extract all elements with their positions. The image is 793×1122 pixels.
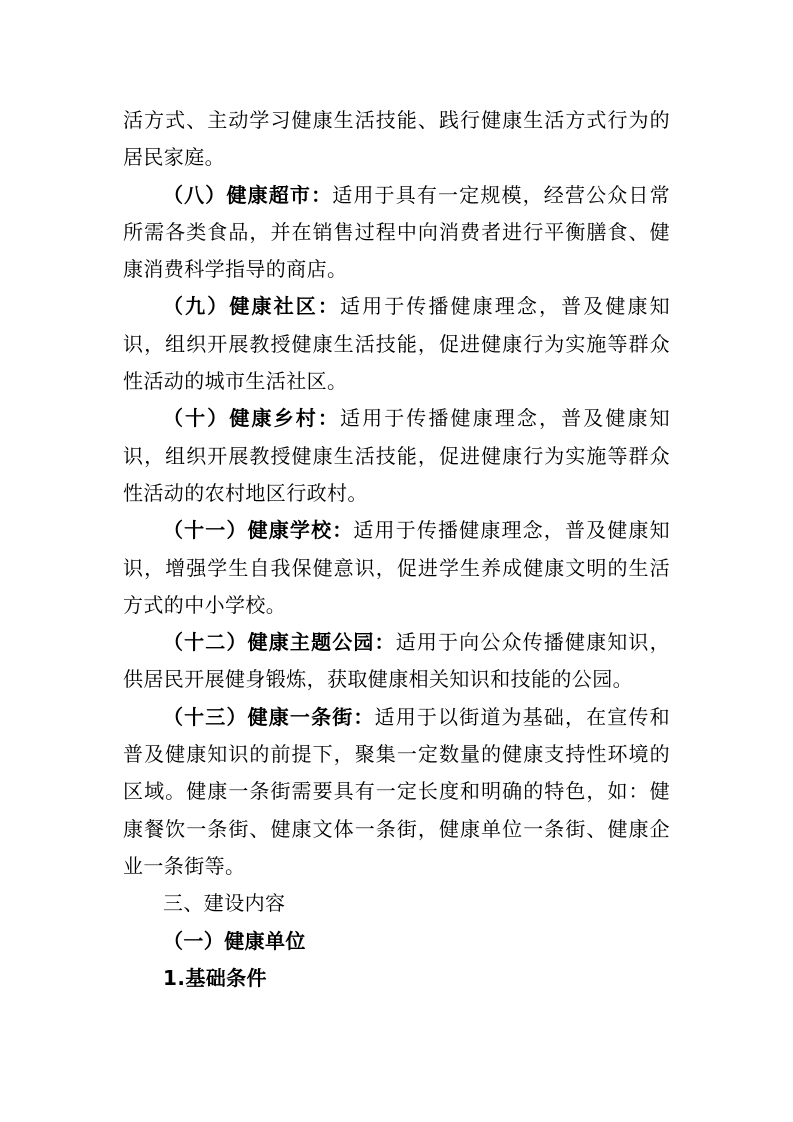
paragraph-health-street bbox=[123, 699, 670, 885]
paragraph-label: （十）健康乡村： bbox=[163, 406, 340, 431]
paragraph-health-community bbox=[123, 288, 670, 400]
paragraph-label: （九）健康社区： bbox=[163, 294, 340, 319]
item-heading: 1.基础条件 bbox=[163, 965, 267, 990]
paragraph-text: 适用于传播健康理念，普及健康知识，组织开展教授健康生活技能，促进健康行为实施等群众性活动的城市生活社区。 bbox=[123, 294, 671, 394]
paragraph-text: 适用于传播健康理念，普及健康知识，组织开展教授健康生活技能，促进健康行为实施等群众性活动的农村地区行政村。 bbox=[123, 406, 671, 505]
paragraph-health-park bbox=[123, 624, 670, 699]
paragraph-label: （八）健康超市： bbox=[163, 182, 333, 207]
document-body bbox=[123, 102, 670, 997]
paragraph-label: （十三）健康一条街： bbox=[163, 704, 375, 729]
paragraph-health-school bbox=[123, 512, 670, 624]
paragraph-text: 适用于向公众传播健康知识，供居民开展健身锻炼，获取健康相关知识和技能的公园。 bbox=[123, 630, 670, 692]
paragraph-text: 活方式、主动学习健康生活技能、践行健康生活方式行为的居民家庭。 bbox=[123, 108, 670, 170]
paragraph-text: 适用于以街道为基础，在宣传和普及健康知识的前提下，聚集一定数量的健康支持性环境的区域。健康一条街需要具有一定长度和明确的特色，如：健康餐饮一条街、健康文体一条街，健康单位一条街、健康企业一条街等。 bbox=[123, 704, 670, 878]
paragraph-health-supermarket bbox=[123, 177, 670, 289]
subsection-heading: （一）健康单位 bbox=[163, 928, 306, 953]
paragraph-health-village bbox=[123, 400, 670, 512]
paragraph-text: 适用于传播健康理念，普及健康知识，增强学生自我保健意识，促进学生养成健康文明的生活方式的中小学校。 bbox=[123, 518, 670, 617]
paragraph-label: （十一）健康学校： bbox=[163, 518, 354, 543]
paragraph-label: （十二）健康主题公园： bbox=[163, 630, 396, 655]
section-heading: 三、建设内容 bbox=[163, 891, 286, 916]
paragraph-continuation bbox=[123, 102, 670, 177]
paragraph-text: 适用于具有一定规模，经营公众日常所需各类食品，并在销售过程中向消费者进行平衡膳食、健康消费科学指导的商店。 bbox=[123, 182, 670, 282]
